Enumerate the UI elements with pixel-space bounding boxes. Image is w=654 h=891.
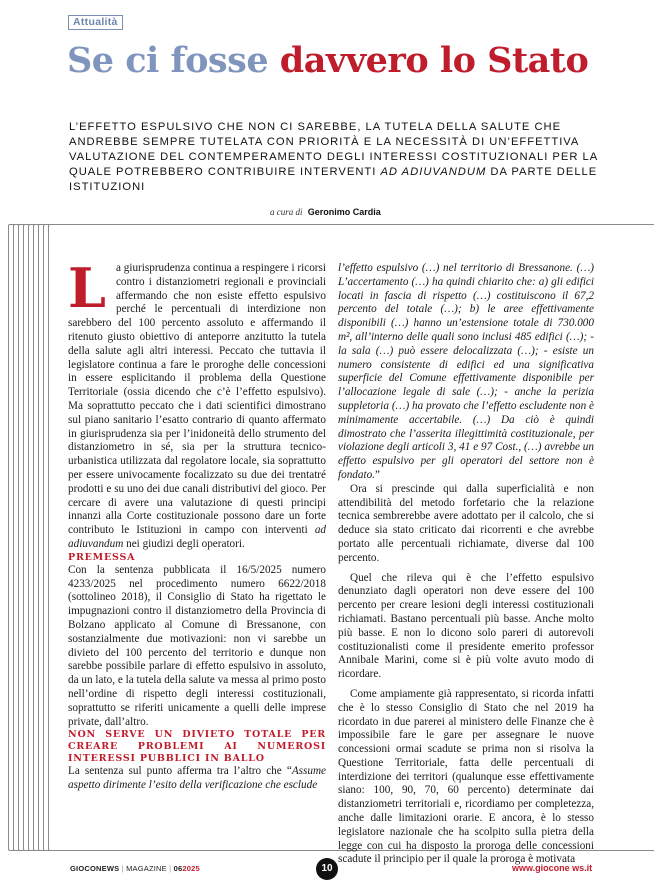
drop-cap: L xyxy=(68,256,106,320)
title-part-2: davvero lo Stato xyxy=(279,40,589,81)
paragraph-come: Come ampiamente già rappresentato, si ricorda infatti che è lo stesso Consiglio di Stato che nel 2019 ha ricordato in due parerei al ministero delle Finanze che è impossibile fare le gare per assegnare le nuove concessioni ormai scadute se prima non si risolva la Questione Territoriale, fatta delle percentuali di interdizione dei territori (qualunque esse effettivamente siano: 100, 90, 70, 60 percento) determinate dai distanziometri territoriali e, ricordiamo per completezza, anche dalle limitazioni orarie. E ancora, è lo stesso legislatore nazionale che ha scolpito sulla pietra della legge con cui ha disposto la proroga delle concessioni scadute il principio per il quale la proroga è motivata xyxy=(338,687,594,866)
standfirst xyxy=(69,120,614,195)
section-divieto-text-a: La sentenza sul punto afferma tra l’altro che “ xyxy=(68,765,292,778)
title-part-1: Se ci fosse xyxy=(67,40,269,81)
article-column-1 xyxy=(68,256,326,793)
footer-separator: | xyxy=(169,864,172,873)
footer-year: 2025 xyxy=(182,864,200,873)
footer-brand: GIOCONEWS xyxy=(70,864,120,873)
quote-text: l’effetto espulsivo (…) nel territorio di Bressanone. (…) L’accertamento (…) ha quindi chiarito che: a) gli edifici locati in fascia di rispetto (…) costituiscono il 67,2 percento del totale (…); b) le aree effettivamente disponibili (…) hanno un’estensione totale di 730.000 m², all’interno delle quali sono inclusi 485 edifici (…); - la sala (…) può essere delocalizzata (…); - esiste un numero consistente di edifici ed una significativa superficie del Comune effettivamente disponibile per l’allocazione legale di sale (…); - anche la perizia suppletoria (…) ha provato che l’effetto escludente non è minimamente accertabile. (…) Da ciò è quindi dimostrato che l’asserita illegittimità costituzionale, per violazione degli articoli 3, 41 e 97 Cost., (…) avrebbe un effetto espulsivo per gli operatori del settore non è fondato. xyxy=(338,262,594,481)
byline-prefix: a cura di xyxy=(270,207,303,217)
page-number: 10 xyxy=(316,858,338,880)
footer-publication xyxy=(70,864,200,873)
standfirst-text-1: L’EFFETTO ESPULSIVO CHE NON CI SAREBBE, LA TUTELA DELLA SALUTE CHE ANDREBBE SEMPRE TUTELATA CON PRIORITÀ E LA NECESSITÀ DI UN’EFFETTIVA VALUTAZIONE DEL CONTEMPERAMENTO DEGLI INTERESSI COSTITUZIONALI PER LA QUALE POTREBBERO CONTRIBUIRE INTERVENTI xyxy=(69,121,598,178)
intro-text-end: nei giudizi degli operatori. xyxy=(123,537,245,550)
top-edge xyxy=(0,0,654,10)
standfirst-text-2: DA PARTE DELLE ISTITUZIONI xyxy=(69,166,598,193)
section-heading-divieto: NON SERVE UN DIVIETO TOTALE PER CREARE PROBLEMI AI NUMEROSI INTERESSI PUBBLICI IN BALLO xyxy=(68,729,326,765)
page-footer xyxy=(0,856,654,886)
intro-paragraph xyxy=(68,256,326,552)
byline xyxy=(270,207,381,217)
byline-author: Geronimo Cardia xyxy=(307,207,381,217)
section-divieto-quote: Assume aspetto dirimente l’esito della verificazione che esclude xyxy=(68,765,326,792)
footer-magazine: MAGAZINE xyxy=(126,864,167,873)
intro-emphasis: ad adiuvandum xyxy=(68,524,326,550)
quote-close: ” xyxy=(374,468,380,481)
quote-continuation xyxy=(338,262,594,483)
section-premessa-text: Con la sentenza pubblicata il 16/5/2025 numero 4233/2025 nel procedimento numero 6622/2018 (sottolineo 2018), il Consiglio di Stato ha rigettato le impugnazioni contro il distanziometro della Provincia di Bolzano applicato al Comune di Bressanone, con sostanzialmente due motivazioni: non vi sarebbe un divieto del 100 percento del territorio e dunque non sarebbe possibile parlare di effetto espulsivo in assoluto, da un lato, e la tutela della salute va messa al primo posto nell’ordine di rispetto degli interessi costituzionali, soprattutto se riferiti unicamente a quelli delle imprese private, dall’altro. xyxy=(68,563,326,728)
paragraph-ora: Ora si prescinde qui dalla superficialità e non attendibilità del metodo forfetario che la relazione tecnica sembrerebbe avere adottato per il calcolo, che si deduce sia stato criticato dai ricorrenti e che avrebbe portato alle percentuali richiamate, diverse dal 100 percento. xyxy=(338,482,594,564)
intro-text: a giurisprudenza continua a respingere i ricorsi contro i distanziometri regionali e provinciali affermando che non esiste effetto espulsivo perché le percentuali di interdizione non sarebbero del 100 percento assoluto e affermando il ritenuto giusto obiettivo di anteporre anzitutto la tutela della salute agli altri interessi. Peccato che tuttavia il legislatore continua a fare le proroghe delle concessioni in essere esplicitando il problema della Questione Territoriale (ossia dicendo che c’è l’effetto espulsivo). Ma soprattutto peccato che i dati scientifici dimostrano sul piano sanitario l’esatto contrario di quanto affermato in giurisprudenza sia per l’inidoneità dello strumento del distanziometro in sé, sia per la struttura tecnico-urbanistica utilizzata dal regolatore locale, sia soprattutto per essere univocamente focalizzato su due dei trentatré prodotti e su uno dei due canali distributivi del gioco. Per cercare di avere una valutazione di questi principi innanzi alla Corte costituzionale possono dare un forte contributo le Istituzioni in campo con interventi xyxy=(68,262,326,537)
footer-website-link[interactable]: www.giocone ws.it xyxy=(512,863,593,873)
footer-issue: 06 xyxy=(173,864,183,873)
article-column-2 xyxy=(338,262,594,867)
footer-separator: | xyxy=(121,864,124,873)
standfirst-emphasis: AD ADIUVANDUM xyxy=(380,166,487,178)
page-title xyxy=(67,38,588,84)
section-heading-premessa: PREMESSA xyxy=(68,551,136,563)
section-divieto-text xyxy=(68,765,326,793)
section-rubric: Attualità xyxy=(68,15,123,30)
paragraph-quel: Quel che rileva qui è che l’effetto espulsivo denunziato dagli operatori non deve essere del 100 percento per creare lesioni degli interessi costituzionali richiamati. Bastano percentuali più basse. Anche molto più basse. E non lo dicono solo pareri di autorevoli costituzionalisti come il presidente emerito professor Annibale Marini, come si è più volte avuto modo di ricordare. xyxy=(338,571,594,681)
